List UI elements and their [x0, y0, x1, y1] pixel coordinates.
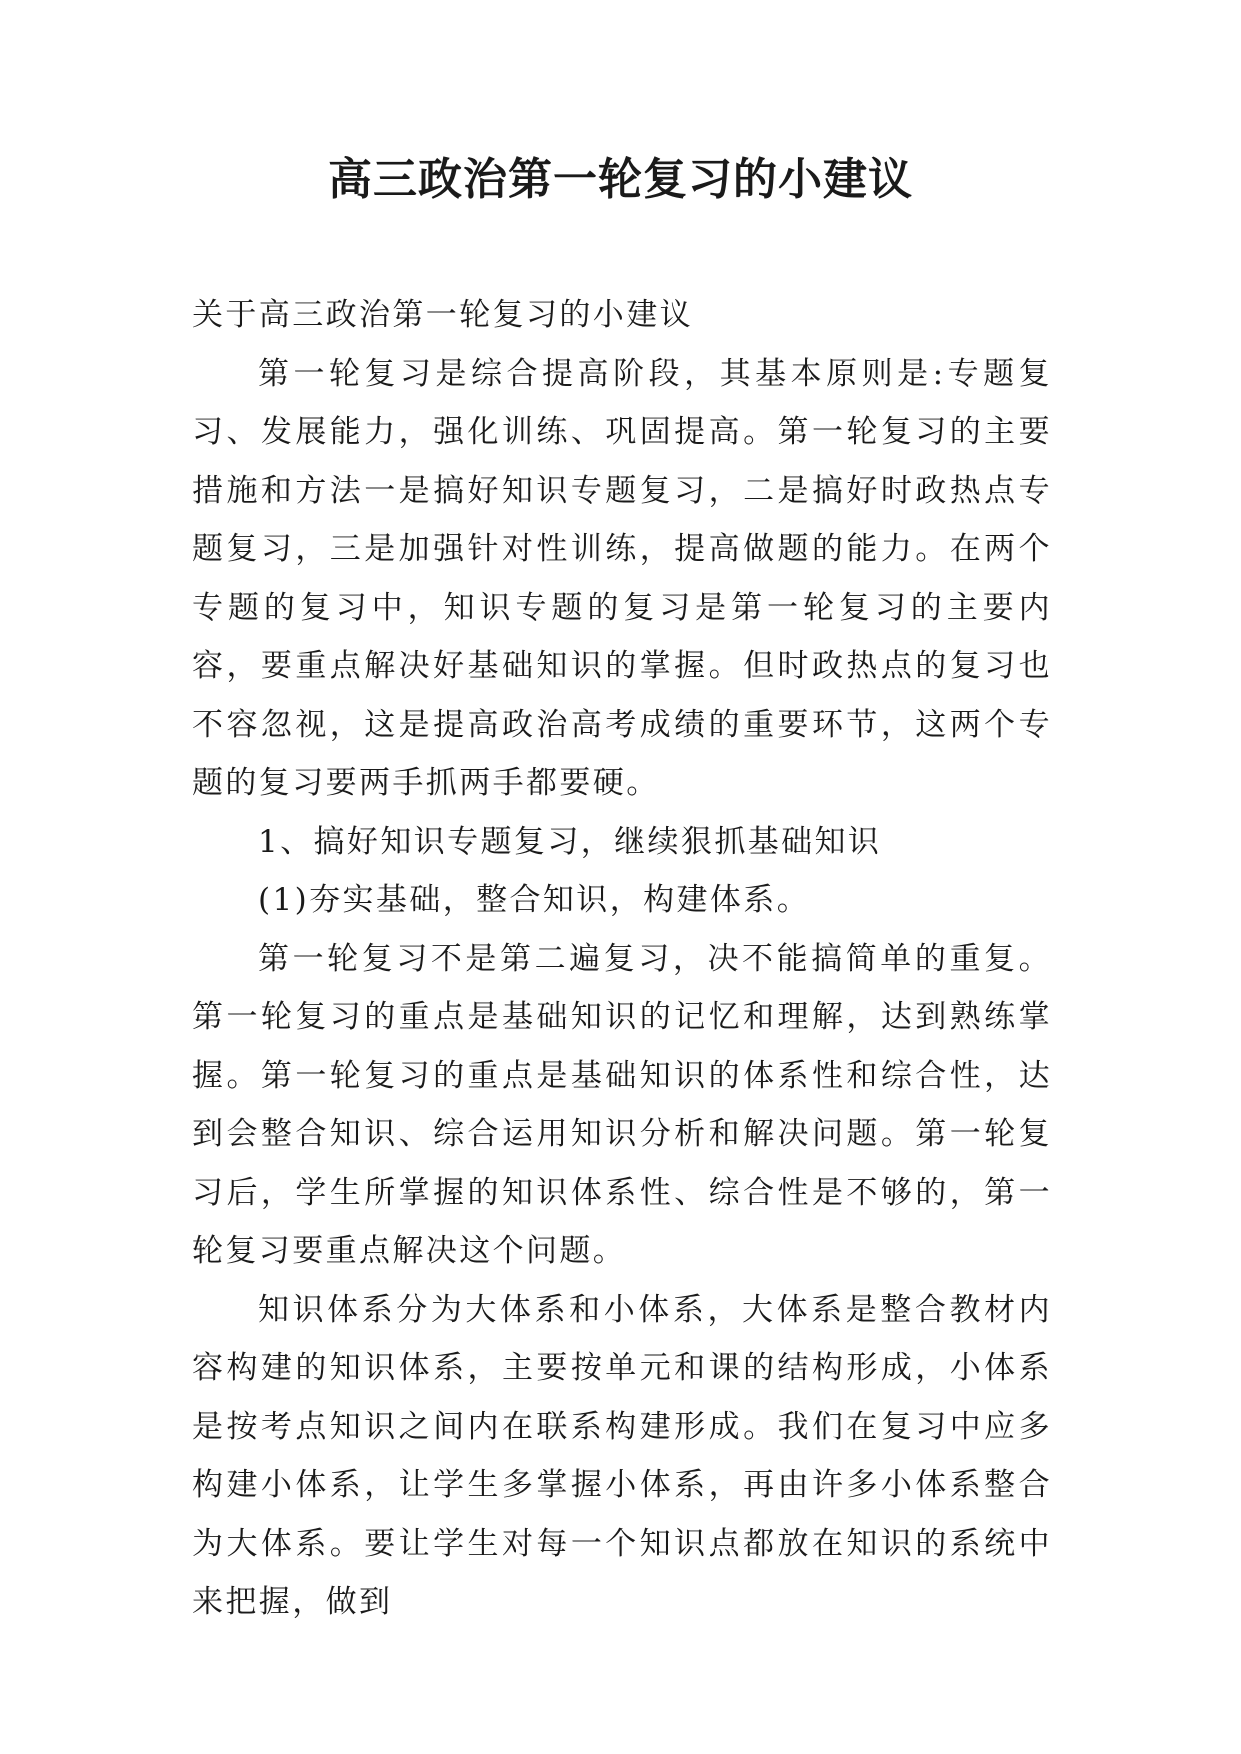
paragraph-subtitle: 关于高三政治第一轮复习的小建议	[192, 297, 693, 333]
paragraph-body: 知识体系分为大体系和小体系，大体系是整合教材内容构建的知识体系，主要按单元和课的结构形成，小体系是按考点知识之间内在联系构建形成。我们在复习中应多构建小体系，让学生多掌握小体系，再由许多小体系整合为大体系。要让学生对每一个知识点都放在知识的系统中来把握，做到	[192, 1291, 1052, 1620]
document-title: 高三政治第一轮复习的小建议	[328, 154, 913, 205]
paragraph-body: 第一轮复习不是第二遍复习，决不能搞简单的重复。第一轮复习的重点是基础知识的记忆和理解，达到熟练掌握。第一轮复习的重点是基础知识的体系性和综合性，达到会整合知识、综合运用知识分析和解决问题。第一轮复习后，学生所掌握的知识体系性、综合性是不够的，第一轮复习要重点解决这个问题。	[192, 940, 1052, 1269]
paragraph-intro: 第一轮复习是综合提高阶段，其基本原则是:专题复习、发展能力，强化训练、巩固提高。第一轮复习的主要措施和方法一是搞好知识专题复习，二是搞好时政热点专题复习，三是加强针对性训练，提高做题的能力。在两个专题的复习中，知识专题的复习是第一轮复习的主要内容，要重点解决好基础知识的掌握。但时政热点的复习也不容忽视，这是提高政治高考成绩的重要环节，这两个专题的复习要两手抓两手都要硬。	[192, 355, 1052, 801]
subsection-heading-1-1: (1)夯实基础，整合知识，构建体系。	[258, 882, 811, 918]
section-heading-1: 1、搞好知识专题复习，继续狠抓基础知识	[258, 823, 882, 860]
document-body	[192, 286, 1052, 1632]
